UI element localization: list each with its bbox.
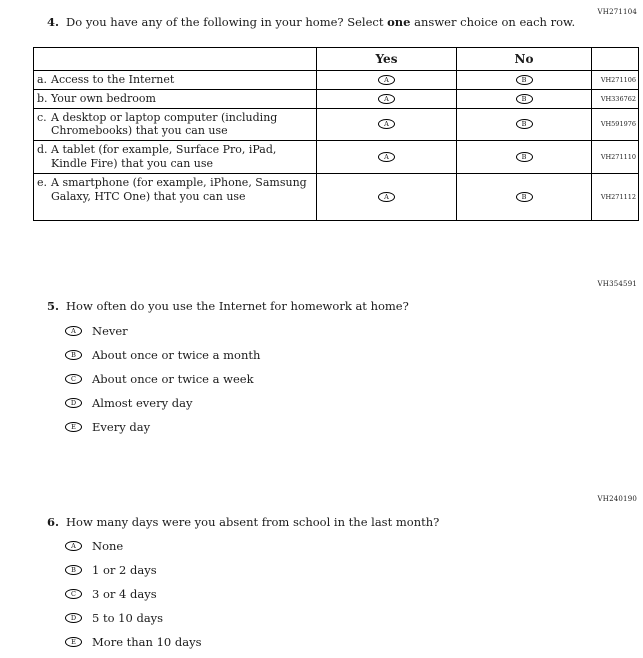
question-5-number: 5.: [47, 299, 60, 313]
q5-option-never[interactable]: [65, 319, 260, 343]
q5-option-4-oval[interactable]: [65, 398, 82, 408]
table-row-d: [34, 141, 639, 174]
oval-letter: B: [521, 192, 527, 201]
question-5: [47, 299, 622, 314]
oval-letter: B: [521, 75, 527, 84]
row-d-text: A tablet (for example, Surface Pro, iPad, Kindle Fire) that you can use: [51, 143, 277, 170]
row-c-yes-cell: [317, 108, 457, 141]
oval-letter: A: [384, 120, 389, 129]
header-blank-cell: [34, 48, 317, 71]
row-e-no-cell: [457, 174, 592, 221]
oval-letter: A: [71, 326, 76, 335]
row-a-yes-cell: [317, 71, 457, 90]
row-a-no-oval[interactable]: [516, 75, 533, 85]
question-4: [47, 15, 622, 30]
row-b-text: Your own bedroom: [51, 91, 156, 105]
q6-option-3-label: 3 or 4 days: [92, 587, 157, 601]
question-4-text-part2: answer choice on each row.: [410, 15, 576, 29]
question-6-text: How many days were you absent from school in the last month?: [66, 515, 440, 529]
column-header-yes: Yes: [317, 48, 457, 71]
q6-option-3-4-days[interactable]: [65, 582, 202, 606]
q6-option-4-oval[interactable]: [65, 613, 82, 623]
row-a-code: VH271106: [592, 71, 639, 90]
q5-option-5-oval[interactable]: [65, 422, 82, 432]
oval-letter: A: [384, 192, 389, 201]
row-c-item: [34, 108, 317, 141]
oval-letter: B: [521, 152, 527, 161]
oval-letter: D: [70, 398, 77, 407]
q4-answer-table: [33, 47, 639, 221]
row-a-no-cell: [457, 71, 592, 90]
row-b-no-oval[interactable]: [516, 94, 533, 104]
oval-letter: B: [521, 94, 527, 103]
row-b-yes-oval[interactable]: [378, 94, 395, 104]
question-4-number: 4.: [47, 15, 60, 29]
row-e-code: VH271112: [592, 174, 639, 221]
q6-option-1-oval[interactable]: [65, 541, 82, 551]
table-row-a: [34, 71, 639, 90]
q6-option-1-2-days[interactable]: [65, 558, 202, 582]
q6-option-3-oval[interactable]: [65, 589, 82, 599]
row-a-letter: a.: [37, 73, 48, 86]
question-6-number: 6.: [47, 515, 60, 529]
row-d-letter: d.: [37, 143, 48, 156]
question-5-options: [65, 319, 260, 439]
q6-option-5-label: More than 10 days: [92, 635, 202, 649]
item-code-q5: VH354591: [597, 280, 637, 288]
row-d-no-oval[interactable]: [516, 152, 533, 162]
oval-letter: B: [521, 120, 527, 129]
row-c-text: A desktop or laptop computer (including Chromebooks) that you can use: [51, 110, 278, 138]
row-a-item: [34, 71, 317, 90]
oval-letter: B: [71, 350, 76, 359]
row-b-code: VH336762: [592, 89, 639, 108]
q6-option-2-label: 1 or 2 days: [92, 563, 157, 577]
row-e-item: [34, 174, 317, 221]
table-header-row: [34, 48, 639, 71]
question-6-options: [65, 534, 202, 654]
oval-letter: C: [71, 374, 76, 383]
row-e-text: A smartphone (for example, iPhone, Samsung Galaxy, HTC One) that you can use: [51, 176, 307, 203]
row-b-letter: b.: [37, 91, 48, 105]
row-e-yes-cell: [317, 174, 457, 221]
row-d-yes-oval[interactable]: [378, 152, 395, 162]
header-code-cell: [592, 48, 639, 71]
oval-letter: C: [71, 589, 76, 598]
q5-option-once-twice-month[interactable]: [65, 343, 260, 367]
item-code-top: VH271104: [597, 8, 637, 16]
row-a-yes-oval[interactable]: [378, 75, 395, 85]
table-row-e: [34, 174, 639, 221]
q5-option-1-label: Never: [92, 324, 128, 338]
q5-option-2-label: About once or twice a month: [92, 348, 261, 362]
q6-option-5-10-days[interactable]: [65, 606, 202, 630]
row-e-no-oval[interactable]: [516, 192, 533, 202]
q5-option-3-oval[interactable]: [65, 374, 82, 384]
q5-option-4-label: Almost every day: [92, 396, 193, 410]
row-c-letter: c.: [37, 110, 47, 124]
q6-option-4-label: 5 to 10 days: [92, 611, 164, 625]
question-5-text: How often do you use the Internet for homework at home?: [66, 299, 409, 313]
q5-option-3-label: About once or twice a week: [92, 372, 254, 386]
oval-letter: E: [71, 637, 76, 646]
q5-option-almost-every-day[interactable]: [65, 391, 260, 415]
row-d-item: [34, 141, 317, 174]
q6-option-2-oval[interactable]: [65, 565, 82, 575]
row-c-no-oval[interactable]: [516, 119, 533, 129]
q6-option-5-oval[interactable]: [65, 637, 82, 647]
oval-letter: A: [384, 152, 389, 161]
oval-letter: E: [71, 422, 76, 431]
item-code-q6: VH240190: [597, 495, 637, 503]
oval-letter: A: [384, 94, 389, 103]
question-6: [47, 515, 622, 530]
oval-letter: A: [384, 75, 389, 84]
row-c-yes-oval[interactable]: [378, 119, 395, 129]
q5-option-once-twice-week[interactable]: [65, 367, 260, 391]
row-e-yes-oval[interactable]: [378, 192, 395, 202]
row-d-yes-cell: [317, 141, 457, 174]
row-b-item: [34, 89, 317, 108]
table-row-c: [34, 108, 639, 141]
row-b-no-cell: [457, 89, 592, 108]
oval-letter: A: [71, 541, 76, 550]
q5-option-5-label: Every day: [92, 420, 151, 434]
oval-letter: B: [71, 565, 76, 574]
q5-option-1-oval[interactable]: [65, 326, 82, 336]
table-row-b: [34, 89, 639, 108]
row-d-no-cell: [457, 141, 592, 174]
row-c-code: VH591976: [592, 108, 639, 141]
q6-option-1-label: None: [92, 539, 124, 553]
question-4-text-bold: one: [387, 15, 411, 29]
q5-option-every-day[interactable]: [65, 415, 260, 439]
oval-letter: D: [70, 613, 77, 622]
row-c-no-cell: [457, 108, 592, 141]
q6-option-more-than-10-days[interactable]: [65, 630, 202, 654]
row-b-yes-cell: [317, 89, 457, 108]
q6-option-none[interactable]: [65, 534, 202, 558]
column-header-no: No: [457, 48, 592, 71]
q5-option-2-oval[interactable]: [65, 350, 82, 360]
row-a-text: Access to the Internet: [51, 73, 175, 86]
row-e-letter: e.: [37, 176, 48, 189]
row-d-code: VH271110: [592, 141, 639, 174]
question-4-text-part1: Do you have any of the following in your home? Select: [66, 15, 388, 29]
